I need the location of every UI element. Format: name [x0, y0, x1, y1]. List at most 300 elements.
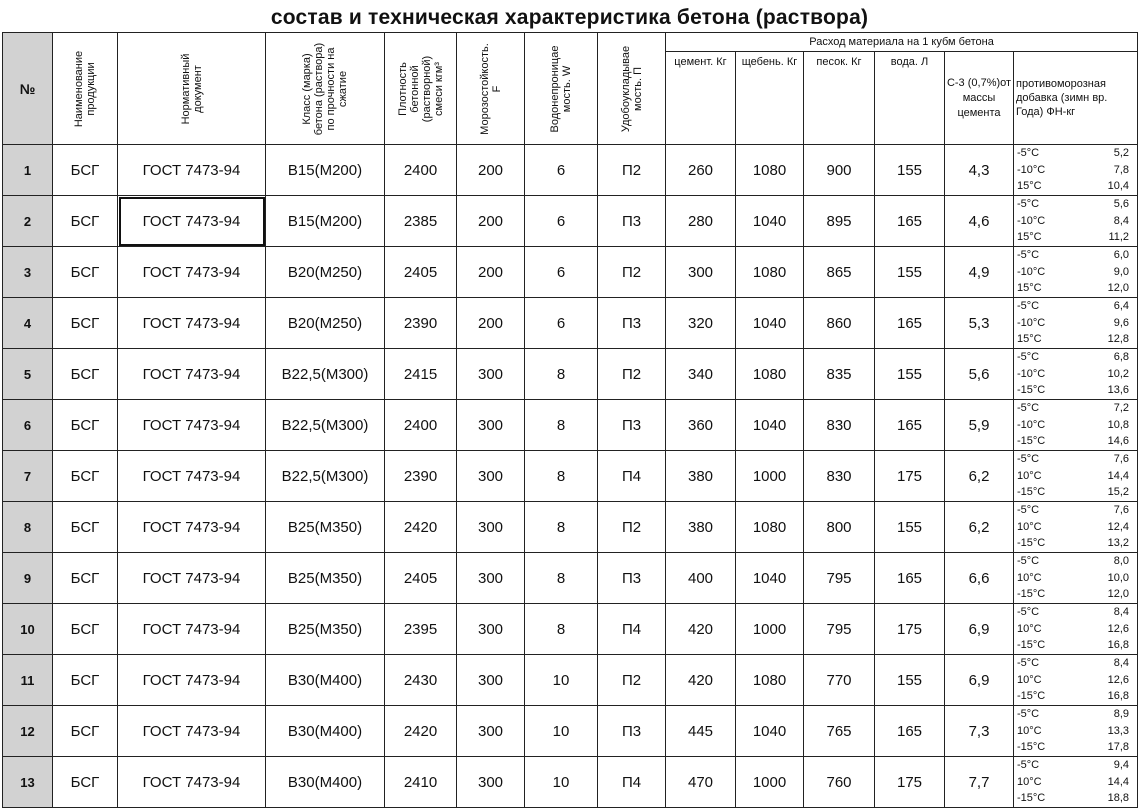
cell-antifreeze[interactable] [1014, 502, 1138, 553]
cell-water[interactable]: 175 [875, 451, 945, 502]
cell-cement[interactable]: 380 [666, 451, 736, 502]
cell-sand[interactable]: 860 [804, 298, 875, 349]
cell-antifreeze[interactable] [1014, 655, 1138, 706]
cell-frost[interactable]: 300 [457, 400, 525, 451]
antifreeze-temp: 15°С [1017, 180, 1042, 193]
antifreeze-line [1014, 264, 1137, 281]
antifreeze-value: 6,4 [1113, 300, 1130, 313]
cell-frost[interactable]: 200 [457, 247, 525, 298]
antifreeze-value: 14,4 [1107, 469, 1130, 482]
antifreeze-line [1014, 162, 1137, 179]
header-antifreeze[interactable]: противоморозная добавка (зимн вр. Года) ФН-кг [1014, 52, 1138, 145]
antifreeze-temp: -5°С [1017, 759, 1040, 772]
cell-doc[interactable]: ГОСТ 7473-94 [118, 553, 266, 604]
antifreeze-value: 9,0 [1113, 265, 1130, 278]
cell-c3[interactable]: 5,6 [945, 349, 1014, 400]
antifreeze-temp: -5°С [1017, 606, 1040, 619]
cell-doc[interactable]: ГОСТ 7473-94 [118, 349, 266, 400]
antifreeze-value: 10,8 [1107, 418, 1130, 431]
header-doc[interactable] [118, 33, 266, 145]
cell-product[interactable]: БСГ [53, 553, 118, 604]
antifreeze-line [1014, 145, 1137, 162]
antifreeze-temp: -15°С [1017, 741, 1046, 754]
antifreeze-value: 9,6 [1113, 316, 1130, 329]
cell-c3[interactable]: 6,9 [945, 655, 1014, 706]
table-row [3, 196, 1138, 247]
cell-water-perm[interactable]: 6 [525, 145, 598, 196]
cell-water[interactable]: 155 [875, 502, 945, 553]
cell-product[interactable]: БСГ [53, 757, 118, 808]
cell-doc[interactable]: ГОСТ 7473-94 [118, 604, 266, 655]
cell-frost[interactable]: 200 [457, 145, 525, 196]
antifreeze-line [1014, 688, 1137, 705]
cell-antifreeze[interactable] [1014, 757, 1138, 808]
antifreeze-line [1014, 637, 1137, 654]
antifreeze-line [1014, 468, 1137, 485]
cell-num[interactable]: 9 [3, 553, 53, 604]
antifreeze-temp: -15°С [1017, 588, 1046, 601]
antifreeze-line [1014, 196, 1137, 213]
antifreeze-temp: -10°С [1017, 418, 1046, 431]
antifreeze-temp: -5°С [1017, 402, 1040, 415]
cell-product[interactable]: БСГ [53, 400, 118, 451]
table-row [3, 298, 1138, 349]
table-row [3, 604, 1138, 655]
cell-doc[interactable]: ГОСТ 7473-94 [118, 400, 266, 451]
cell-density[interactable]: 2405 [385, 553, 457, 604]
cell-frost[interactable]: 300 [457, 655, 525, 706]
cell-sand[interactable]: 830 [804, 400, 875, 451]
cell-water-perm[interactable]: 10 [525, 757, 598, 808]
header-workability-label: Удобоукладывае мость. П [619, 45, 644, 132]
cell-sand[interactable]: 760 [804, 757, 875, 808]
cell-class[interactable]: В25(М350) [266, 502, 385, 553]
header-frost[interactable] [457, 33, 525, 145]
cell-sand[interactable]: 895 [804, 196, 875, 247]
cell-density[interactable]: 2405 [385, 247, 457, 298]
cell-workability[interactable]: П3 [598, 553, 666, 604]
cell-num[interactable]: 4 [3, 298, 53, 349]
cell-class[interactable]: В30(М400) [266, 706, 385, 757]
antifreeze-line [1014, 484, 1137, 501]
cell-cement[interactable]: 420 [666, 604, 736, 655]
cell-gravel[interactable]: 1080 [736, 247, 804, 298]
antifreeze-line [1014, 331, 1137, 348]
antifreeze-temp: 10°С [1017, 622, 1042, 635]
table-row [3, 349, 1138, 400]
cell-water-perm[interactable]: 8 [525, 604, 598, 655]
cell-product[interactable]: БСГ [53, 349, 118, 400]
cell-water[interactable]: 155 [875, 247, 945, 298]
cell-density[interactable]: 2390 [385, 451, 457, 502]
cell-doc[interactable]: ГОСТ 7473-94 [118, 298, 266, 349]
cell-product[interactable]: БСГ [53, 145, 118, 196]
antifreeze-value: 12,6 [1107, 673, 1130, 686]
cell-gravel[interactable]: 1040 [736, 196, 804, 247]
antifreeze-value: 12,0 [1107, 588, 1130, 601]
antifreeze-value: 5,2 [1113, 147, 1130, 160]
cell-frost[interactable]: 300 [457, 502, 525, 553]
table-row [3, 247, 1138, 298]
cell-gravel[interactable]: 1040 [736, 298, 804, 349]
antifreeze-value: 10,2 [1107, 367, 1130, 380]
cell-cement[interactable]: 470 [666, 757, 736, 808]
cell-num[interactable]: 11 [3, 655, 53, 706]
antifreeze-line [1014, 604, 1137, 621]
antifreeze-temp: -15°С [1017, 690, 1046, 703]
cell-num[interactable]: 13 [3, 757, 53, 808]
cell-sand[interactable]: 830 [804, 451, 875, 502]
cell-cement[interactable]: 340 [666, 349, 736, 400]
antifreeze-value: 8,4 [1113, 657, 1130, 670]
header-consumption-group[interactable]: Расход материала на 1 кубм бетона [666, 33, 1138, 52]
cell-doc[interactable]: ГОСТ 7473-94 [118, 502, 266, 553]
cell-antifreeze[interactable] [1014, 553, 1138, 604]
cell-class[interactable]: В25(М350) [266, 604, 385, 655]
cell-frost[interactable]: 300 [457, 706, 525, 757]
cell-density[interactable]: 2400 [385, 145, 457, 196]
table-row [3, 757, 1138, 808]
cell-product[interactable]: БСГ [53, 247, 118, 298]
cell-gravel[interactable]: 1040 [736, 553, 804, 604]
cell-water[interactable]: 165 [875, 298, 945, 349]
cell-frost[interactable]: 300 [457, 553, 525, 604]
cell-class[interactable]: В15(М200) [266, 145, 385, 196]
cell-water-perm[interactable]: 8 [525, 502, 598, 553]
cell-doc[interactable]: ГОСТ 7473-94 [118, 655, 266, 706]
cell-water-perm[interactable]: 10 [525, 706, 598, 757]
cell-workability[interactable]: П2 [598, 502, 666, 553]
cell-num[interactable]: 10 [3, 604, 53, 655]
cell-workability[interactable]: П2 [598, 349, 666, 400]
cell-water-perm[interactable]: 10 [525, 655, 598, 706]
cell-gravel[interactable]: 1080 [736, 145, 804, 196]
cell-doc[interactable]: ГОСТ 7473-94 [118, 247, 266, 298]
antifreeze-line [1014, 553, 1137, 570]
cell-cement[interactable]: 300 [666, 247, 736, 298]
cell-water-perm[interactable]: 6 [525, 247, 598, 298]
cell-sand[interactable]: 770 [804, 655, 875, 706]
antifreeze-temp: -15°С [1017, 537, 1046, 550]
cell-density[interactable]: 2410 [385, 757, 457, 808]
cell-workability[interactable]: П2 [598, 655, 666, 706]
cell-workability[interactable]: П4 [598, 604, 666, 655]
antifreeze-value: 10,4 [1107, 180, 1130, 193]
antifreeze-value: 15,2 [1107, 486, 1130, 499]
antifreeze-value: 13,6 [1107, 384, 1130, 397]
cell-workability[interactable]: П2 [598, 145, 666, 196]
antifreeze-temp: -5°С [1017, 147, 1040, 160]
cell-frost[interactable]: 200 [457, 196, 525, 247]
cell-workability[interactable]: П3 [598, 400, 666, 451]
cell-water-perm[interactable]: 8 [525, 553, 598, 604]
cell-num[interactable]: 12 [3, 706, 53, 757]
antifreeze-value: 5,6 [1113, 198, 1130, 211]
antifreeze-value: 18,8 [1107, 792, 1130, 805]
antifreeze-temp: -5°С [1017, 504, 1040, 517]
cell-cement[interactable]: 420 [666, 655, 736, 706]
header-c3[interactable]: С-3 (0,7%)от массы цемента [945, 52, 1014, 145]
cell-density[interactable]: 2385 [385, 196, 457, 247]
cell-c3[interactable]: 5,3 [945, 298, 1014, 349]
antifreeze-temp: -5°С [1017, 453, 1040, 466]
antifreeze-line [1014, 586, 1137, 603]
cell-gravel[interactable]: 1080 [736, 655, 804, 706]
cell-num[interactable]: 7 [3, 451, 53, 502]
cell-c3[interactable]: 6,9 [945, 604, 1014, 655]
cell-doc[interactable]: ГОСТ 7473-94 [118, 451, 266, 502]
cell-c3[interactable]: 4,3 [945, 145, 1014, 196]
antifreeze-value: 12,6 [1107, 622, 1130, 635]
table-row [3, 706, 1138, 757]
cell-cement[interactable]: 445 [666, 706, 736, 757]
antifreeze-line [1014, 298, 1137, 315]
cell-cement[interactable]: 360 [666, 400, 736, 451]
cell-antifreeze[interactable] [1014, 400, 1138, 451]
antifreeze-line [1014, 774, 1137, 791]
antifreeze-line [1014, 178, 1137, 195]
cell-frost[interactable]: 200 [457, 298, 525, 349]
cell-num[interactable]: 5 [3, 349, 53, 400]
header-workability[interactable] [598, 33, 666, 145]
antifreeze-value: 13,2 [1107, 537, 1130, 550]
cell-workability[interactable]: П3 [598, 196, 666, 247]
antifreeze-value: 8,4 [1113, 606, 1130, 619]
cell-water[interactable]: 175 [875, 604, 945, 655]
antifreeze-value: 17,8 [1107, 741, 1130, 754]
antifreeze-value: 12,0 [1107, 282, 1130, 295]
cell-c3[interactable]: 7,7 [945, 757, 1014, 808]
antifreeze-value: 6,0 [1113, 249, 1130, 262]
cell-class[interactable]: В22,5(М300) [266, 349, 385, 400]
cell-gravel[interactable]: 1000 [736, 451, 804, 502]
cell-density[interactable]: 2430 [385, 655, 457, 706]
cell-density[interactable]: 2395 [385, 604, 457, 655]
cell-gravel[interactable]: 1000 [736, 757, 804, 808]
table-body [3, 145, 1138, 808]
antifreeze-temp: -5°С [1017, 657, 1040, 670]
cell-doc[interactable]: ГОСТ 7473-94 [118, 196, 266, 247]
header-water[interactable]: вода. Л [875, 52, 945, 145]
cell-sand[interactable]: 800 [804, 502, 875, 553]
cell-antifreeze[interactable] [1014, 196, 1138, 247]
cell-workability[interactable]: П4 [598, 451, 666, 502]
antifreeze-temp: 10°С [1017, 724, 1042, 737]
antifreeze-line [1014, 723, 1137, 740]
cell-water[interactable]: 155 [875, 655, 945, 706]
cell-workability[interactable]: П2 [598, 247, 666, 298]
cell-doc[interactable]: ГОСТ 7473-94 [118, 757, 266, 808]
antifreeze-value: 14,4 [1107, 775, 1130, 788]
cell-num[interactable]: 2 [3, 196, 53, 247]
antifreeze-line [1014, 519, 1137, 536]
cell-water[interactable]: 165 [875, 706, 945, 757]
cell-antifreeze[interactable] [1014, 247, 1138, 298]
cell-c3[interactable]: 5,9 [945, 400, 1014, 451]
cell-antifreeze[interactable] [1014, 451, 1138, 502]
antifreeze-temp: -5°С [1017, 198, 1040, 211]
header-sand[interactable]: песок. Кг [804, 52, 875, 145]
cell-antifreeze[interactable] [1014, 145, 1138, 196]
cell-antifreeze[interactable] [1014, 298, 1138, 349]
antifreeze-temp: 15°С [1017, 333, 1042, 346]
cell-water-perm[interactable]: 8 [525, 451, 598, 502]
antifreeze-temp: -15°С [1017, 486, 1046, 499]
cell-workability[interactable]: П4 [598, 757, 666, 808]
cell-frost[interactable]: 300 [457, 604, 525, 655]
cell-c3[interactable]: 6,6 [945, 553, 1014, 604]
antifreeze-temp: 10°С [1017, 469, 1042, 482]
cell-water-perm[interactable]: 8 [525, 400, 598, 451]
cell-density[interactable]: 2390 [385, 298, 457, 349]
header-density-label: Плотность бетонной (растворной) смеси кгм³ [396, 55, 445, 122]
antifreeze-value: 8,4 [1113, 214, 1130, 227]
cell-water[interactable]: 175 [875, 757, 945, 808]
header-water-perm-label: Водонепроницае мость. W [549, 45, 573, 132]
antifreeze-line [1014, 757, 1137, 774]
cell-sand[interactable]: 900 [804, 145, 875, 196]
header-water-perm[interactable] [525, 33, 598, 145]
cell-water[interactable]: 155 [875, 349, 945, 400]
cell-cement[interactable]: 400 [666, 553, 736, 604]
cell-cement[interactable]: 280 [666, 196, 736, 247]
cell-water[interactable]: 165 [875, 400, 945, 451]
antifreeze-temp: -5°С [1017, 300, 1040, 313]
cell-frost[interactable]: 300 [457, 349, 525, 400]
cell-doc[interactable]: ГОСТ 7473-94 [118, 145, 266, 196]
antifreeze-temp: -15°С [1017, 384, 1046, 397]
cell-class[interactable]: В30(М400) [266, 757, 385, 808]
cell-frost[interactable]: 300 [457, 757, 525, 808]
antifreeze-temp: 10°С [1017, 775, 1042, 788]
table-row [3, 400, 1138, 451]
cell-workability[interactable]: П3 [598, 298, 666, 349]
antifreeze-temp: -5°С [1017, 708, 1040, 721]
cell-class[interactable]: В25(М350) [266, 553, 385, 604]
cell-class[interactable]: В22,5(М300) [266, 451, 385, 502]
antifreeze-value: 12,4 [1107, 520, 1130, 533]
antifreeze-temp: -10°С [1017, 367, 1046, 380]
cell-c3[interactable]: 6,2 [945, 451, 1014, 502]
antifreeze-value: 7,2 [1113, 402, 1130, 415]
header-cement[interactable]: цемент. Кг [666, 52, 736, 145]
antifreeze-line [1014, 502, 1137, 519]
cell-sand[interactable]: 795 [804, 553, 875, 604]
cell-product[interactable]: БСГ [53, 502, 118, 553]
antifreeze-temp: -5°С [1017, 351, 1040, 364]
cell-water-perm[interactable]: 6 [525, 196, 598, 247]
antifreeze-line [1014, 247, 1137, 264]
cell-c3[interactable]: 4,6 [945, 196, 1014, 247]
antifreeze-line [1014, 739, 1137, 756]
header-class-label: Класс (марка) бетона (раствора) по прочности на сжатие [301, 42, 349, 135]
cell-density[interactable]: 2420 [385, 502, 457, 553]
cell-class[interactable]: В20(М250) [266, 298, 385, 349]
cell-water-perm[interactable]: 6 [525, 298, 598, 349]
cell-gravel[interactable]: 1000 [736, 604, 804, 655]
cell-antifreeze[interactable] [1014, 706, 1138, 757]
antifreeze-line [1014, 433, 1137, 450]
cell-c3[interactable]: 6,2 [945, 502, 1014, 553]
header-density[interactable] [385, 33, 457, 145]
cell-num[interactable]: 8 [3, 502, 53, 553]
cell-gravel[interactable]: 1080 [736, 349, 804, 400]
cell-antifreeze[interactable] [1014, 349, 1138, 400]
cell-product[interactable]: БСГ [53, 706, 118, 757]
antifreeze-line [1014, 621, 1137, 638]
cell-workability[interactable]: П3 [598, 706, 666, 757]
cell-class[interactable]: В30(М400) [266, 655, 385, 706]
cell-sand[interactable]: 795 [804, 604, 875, 655]
table-row [3, 655, 1138, 706]
cell-cement[interactable]: 380 [666, 502, 736, 553]
cell-frost[interactable]: 300 [457, 451, 525, 502]
cell-num[interactable]: 6 [3, 400, 53, 451]
antifreeze-value: 8,0 [1113, 555, 1130, 568]
cell-sand[interactable]: 765 [804, 706, 875, 757]
table-row [3, 451, 1138, 502]
cell-num[interactable]: 1 [3, 145, 53, 196]
cell-c3[interactable]: 4,9 [945, 247, 1014, 298]
antifreeze-temp: -10°С [1017, 163, 1046, 176]
header-gravel[interactable]: щебень. Кг [736, 52, 804, 145]
cell-class[interactable]: В15(М200) [266, 196, 385, 247]
header-product[interactable] [53, 33, 118, 145]
cell-gravel[interactable]: 1080 [736, 502, 804, 553]
cell-gravel[interactable]: 1040 [736, 400, 804, 451]
cell-water[interactable]: 165 [875, 196, 945, 247]
antifreeze-temp: -10°С [1017, 265, 1046, 278]
table-row [3, 502, 1138, 553]
antifreeze-value: 14,6 [1107, 435, 1130, 448]
antifreeze-line [1014, 366, 1137, 383]
antifreeze-line [1014, 570, 1137, 587]
cell-class[interactable]: В20(М250) [266, 247, 385, 298]
antifreeze-value: 7,8 [1113, 163, 1130, 176]
cell-density[interactable]: 2415 [385, 349, 457, 400]
antifreeze-value: 13,3 [1107, 724, 1130, 737]
cell-gravel[interactable]: 1040 [736, 706, 804, 757]
cell-sand[interactable]: 835 [804, 349, 875, 400]
cell-water[interactable]: 165 [875, 553, 945, 604]
cell-water-perm[interactable]: 8 [525, 349, 598, 400]
cell-antifreeze[interactable] [1014, 604, 1138, 655]
antifreeze-value: 10,0 [1107, 571, 1130, 584]
cell-product[interactable]: БСГ [53, 655, 118, 706]
cell-num[interactable]: 3 [3, 247, 53, 298]
antifreeze-temp: 15°С [1017, 282, 1042, 295]
header-class[interactable] [266, 33, 385, 145]
cell-product[interactable]: БСГ [53, 298, 118, 349]
cell-density[interactable]: 2400 [385, 400, 457, 451]
header-product-label: Наименование продукции [73, 50, 97, 127]
cell-density[interactable]: 2420 [385, 706, 457, 757]
cell-water[interactable]: 155 [875, 145, 945, 196]
cell-product[interactable]: БСГ [53, 196, 118, 247]
cell-class[interactable]: В22,5(М300) [266, 400, 385, 451]
cell-product[interactable]: БСГ [53, 451, 118, 502]
cell-cement[interactable]: 260 [666, 145, 736, 196]
cell-product[interactable]: БСГ [53, 604, 118, 655]
antifreeze-temp: 10°С [1017, 673, 1042, 686]
cell-doc[interactable]: ГОСТ 7473-94 [118, 706, 266, 757]
cell-c3[interactable]: 7,3 [945, 706, 1014, 757]
antifreeze-value: 9,4 [1113, 759, 1130, 772]
header-num[interactable]: № [3, 33, 53, 145]
cell-cement[interactable]: 320 [666, 298, 736, 349]
cell-sand[interactable]: 865 [804, 247, 875, 298]
antifreeze-value: 7,6 [1113, 504, 1130, 517]
